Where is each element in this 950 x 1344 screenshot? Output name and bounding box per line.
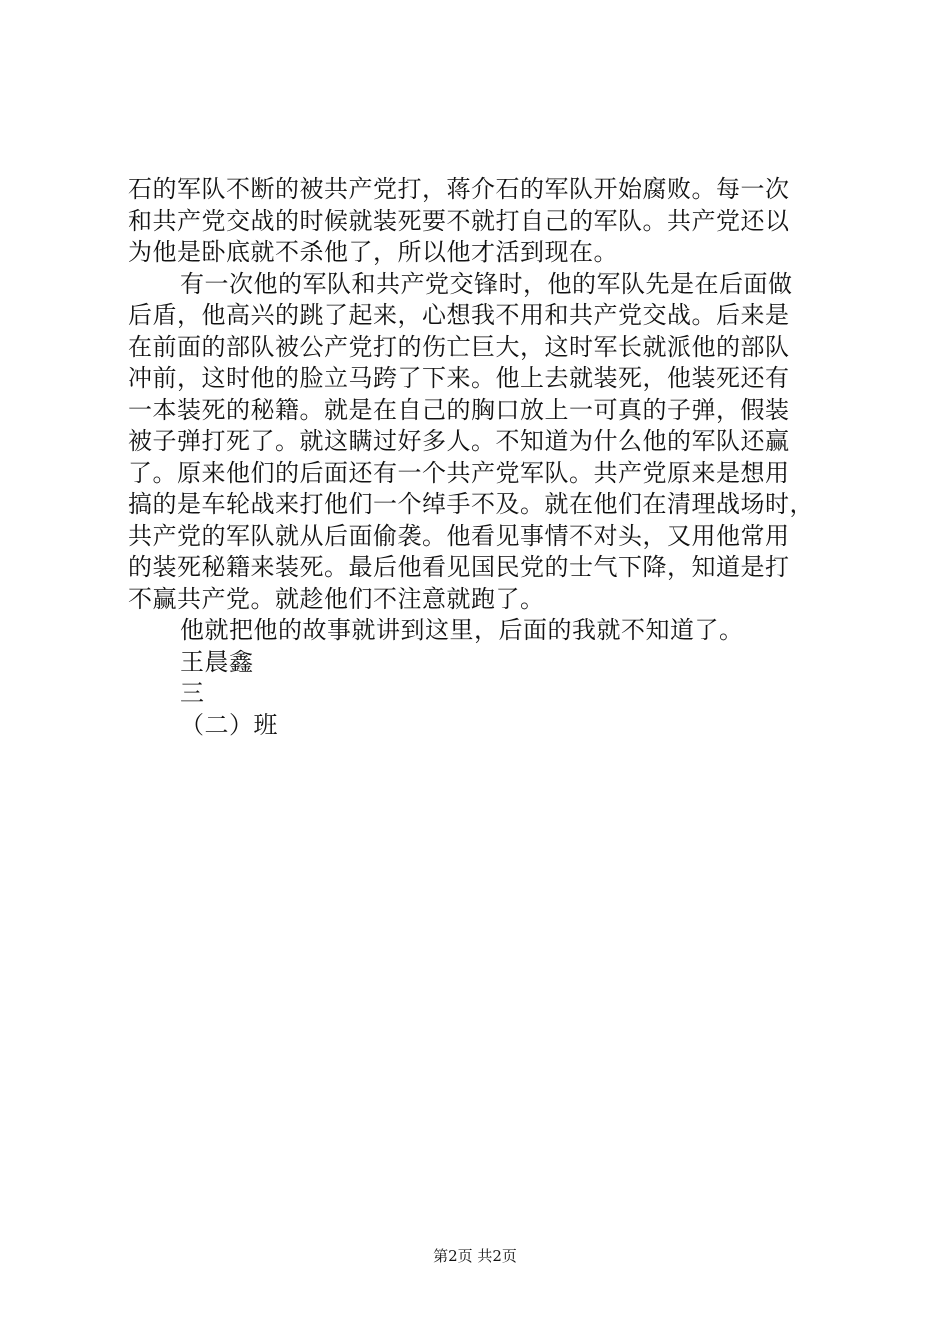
text-line: 共产党的军队就从后面偷袭。他看见事情不对头，又用他常用 [128,521,790,550]
text-line: 为他是卧底就不杀他了，所以他才活到现在。 [128,238,618,266]
author-class: （二）班 [180,710,278,739]
author-name: 王晨鑫 [180,647,254,676]
paragraph-start-line: 有一次他的军队和共产党交锋时，他的军队先是在后面做 [180,269,793,298]
document-body [128,174,828,741]
author-grade: 三 [180,679,205,707]
text-line: 一本装死的秘籍。就是在自己的胸口放上一可真的子弹，假装 [128,395,790,424]
text-line: 后盾，他高兴的跳了起来，心想我不用和共产党交战。后来是 [128,301,790,329]
closing-line: 他就把他的故事就讲到这里，后面的我就不知道了。 [180,616,744,644]
text-line: 冲前，这时他的脸立马跨了下来。他上去就装死，他装死还有 [128,364,790,392]
text-line: 了。原来他们的后面还有一个共产党军队。共产党原来是想用 [128,458,790,487]
text-line: 被子弹打死了。就这瞒过好多人。不知道为什么他的军队还赢 [128,427,790,455]
text-line: 不赢共产党。就趁他们不注意就跑了。 [128,584,545,613]
text-line: 的装死秘籍来装死。最后他看见国民党的士气下降，知道是打 [128,553,790,581]
text-line: 在前面的部队被公产党打的伤亡巨大，这时军长就派他的部队 [128,332,790,361]
text-line: 石的军队不断的被共产党打，蒋介石的军队开始腐败。每一次 [128,175,790,203]
page-number-footer: 第2页 共2页 [433,1247,517,1265]
text-line: 和共产党交战的时候就装死要不就打自己的军队。共产党还以 [128,206,790,235]
text-line: 搞的是车轮战来打他们一个绰手不及。就在他们在清理战场时， [128,490,814,518]
